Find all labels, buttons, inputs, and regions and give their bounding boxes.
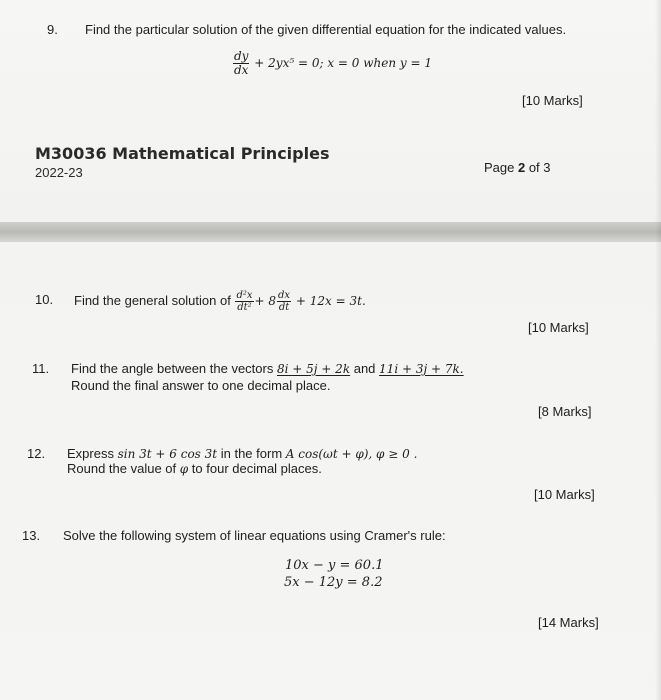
page-gap [0,222,661,242]
q10-frac2-den: dt [278,302,290,313]
q10-equation [234,290,366,313]
q11-line1-pre: Find the angle between the vectors [71,361,274,376]
q12-in-form: in the form [220,446,283,461]
q12-line2 [67,461,322,476]
q9-text: Find the particular solution of the given differential equation for the indicated values. [85,22,567,37]
q12-line2-post: to four decimal places. [191,461,322,476]
q11-line2: Round the final answer to one decimal place. [71,378,331,393]
module-title: M30036 Mathematical Principles [35,144,330,163]
q12-phi: φ [179,462,189,476]
q10-frac1-num: d²x [236,290,253,301]
page-prefix: Page [484,160,518,175]
q10-text: Find the general solution of [74,293,231,308]
page-indicator [484,160,551,175]
q9-eq-denominator: dx [234,63,249,77]
q9-number: 9. [47,22,58,37]
q11-and: and [353,361,376,376]
q13-equation-1: 10x − y = 60.1 [285,558,384,573]
q12-express: Express [67,446,114,461]
q9-eq-numerator: dy [234,49,249,63]
q11-vector-1: 8i + 5j + 2k [276,362,351,376]
q13-number: 13. [22,528,41,543]
page-suffix: of 3 [525,160,551,175]
q12-line1 [67,446,417,461]
q10-second-derivative [235,290,253,313]
q10-plus8: + 8 [254,294,277,308]
q9-equation [232,50,432,77]
q13-text: Solve the following system of linear equations using Cramer's rule: [63,528,446,543]
academic-year: 2022-23 [35,165,83,180]
q12-number: 12. [27,446,46,461]
q10-line [74,290,366,313]
q13-marks: [14 Marks] [538,615,599,630]
q10-frac1-den: dt² [237,302,252,313]
q10-number: 10. [35,292,54,307]
q9-marks: [10 Marks] [522,93,583,108]
q13-equation-2: 5x − 12y = 8.2 [284,575,383,590]
q9-derivative [233,50,249,77]
q12-line2-pre: Round the value of [67,461,177,476]
q10-tail: + 12x = 3t. [295,294,366,308]
q12-marks: [10 Marks] [534,487,595,502]
q11-marks: [8 Marks] [538,404,592,419]
page-edge-shadow [655,0,661,700]
page-current: 2 [517,160,526,175]
q9-eq-rest: + 2yx⁵ = 0; x = 0 when y = 1 [254,56,432,70]
q11-vector-2: 11i + 3j + 7k. [379,362,464,376]
q12-form: A cos(ωt + φ), φ ≥ 0 . [285,447,418,461]
q10-marks: [10 Marks] [528,320,589,335]
q12-expression: sin 3t + 6 cos 3t [117,447,218,461]
q10-first-derivative [277,290,291,313]
q10-frac2-num: dx [278,290,291,301]
q11-line1 [71,361,464,376]
q11-number: 11. [32,361,50,376]
